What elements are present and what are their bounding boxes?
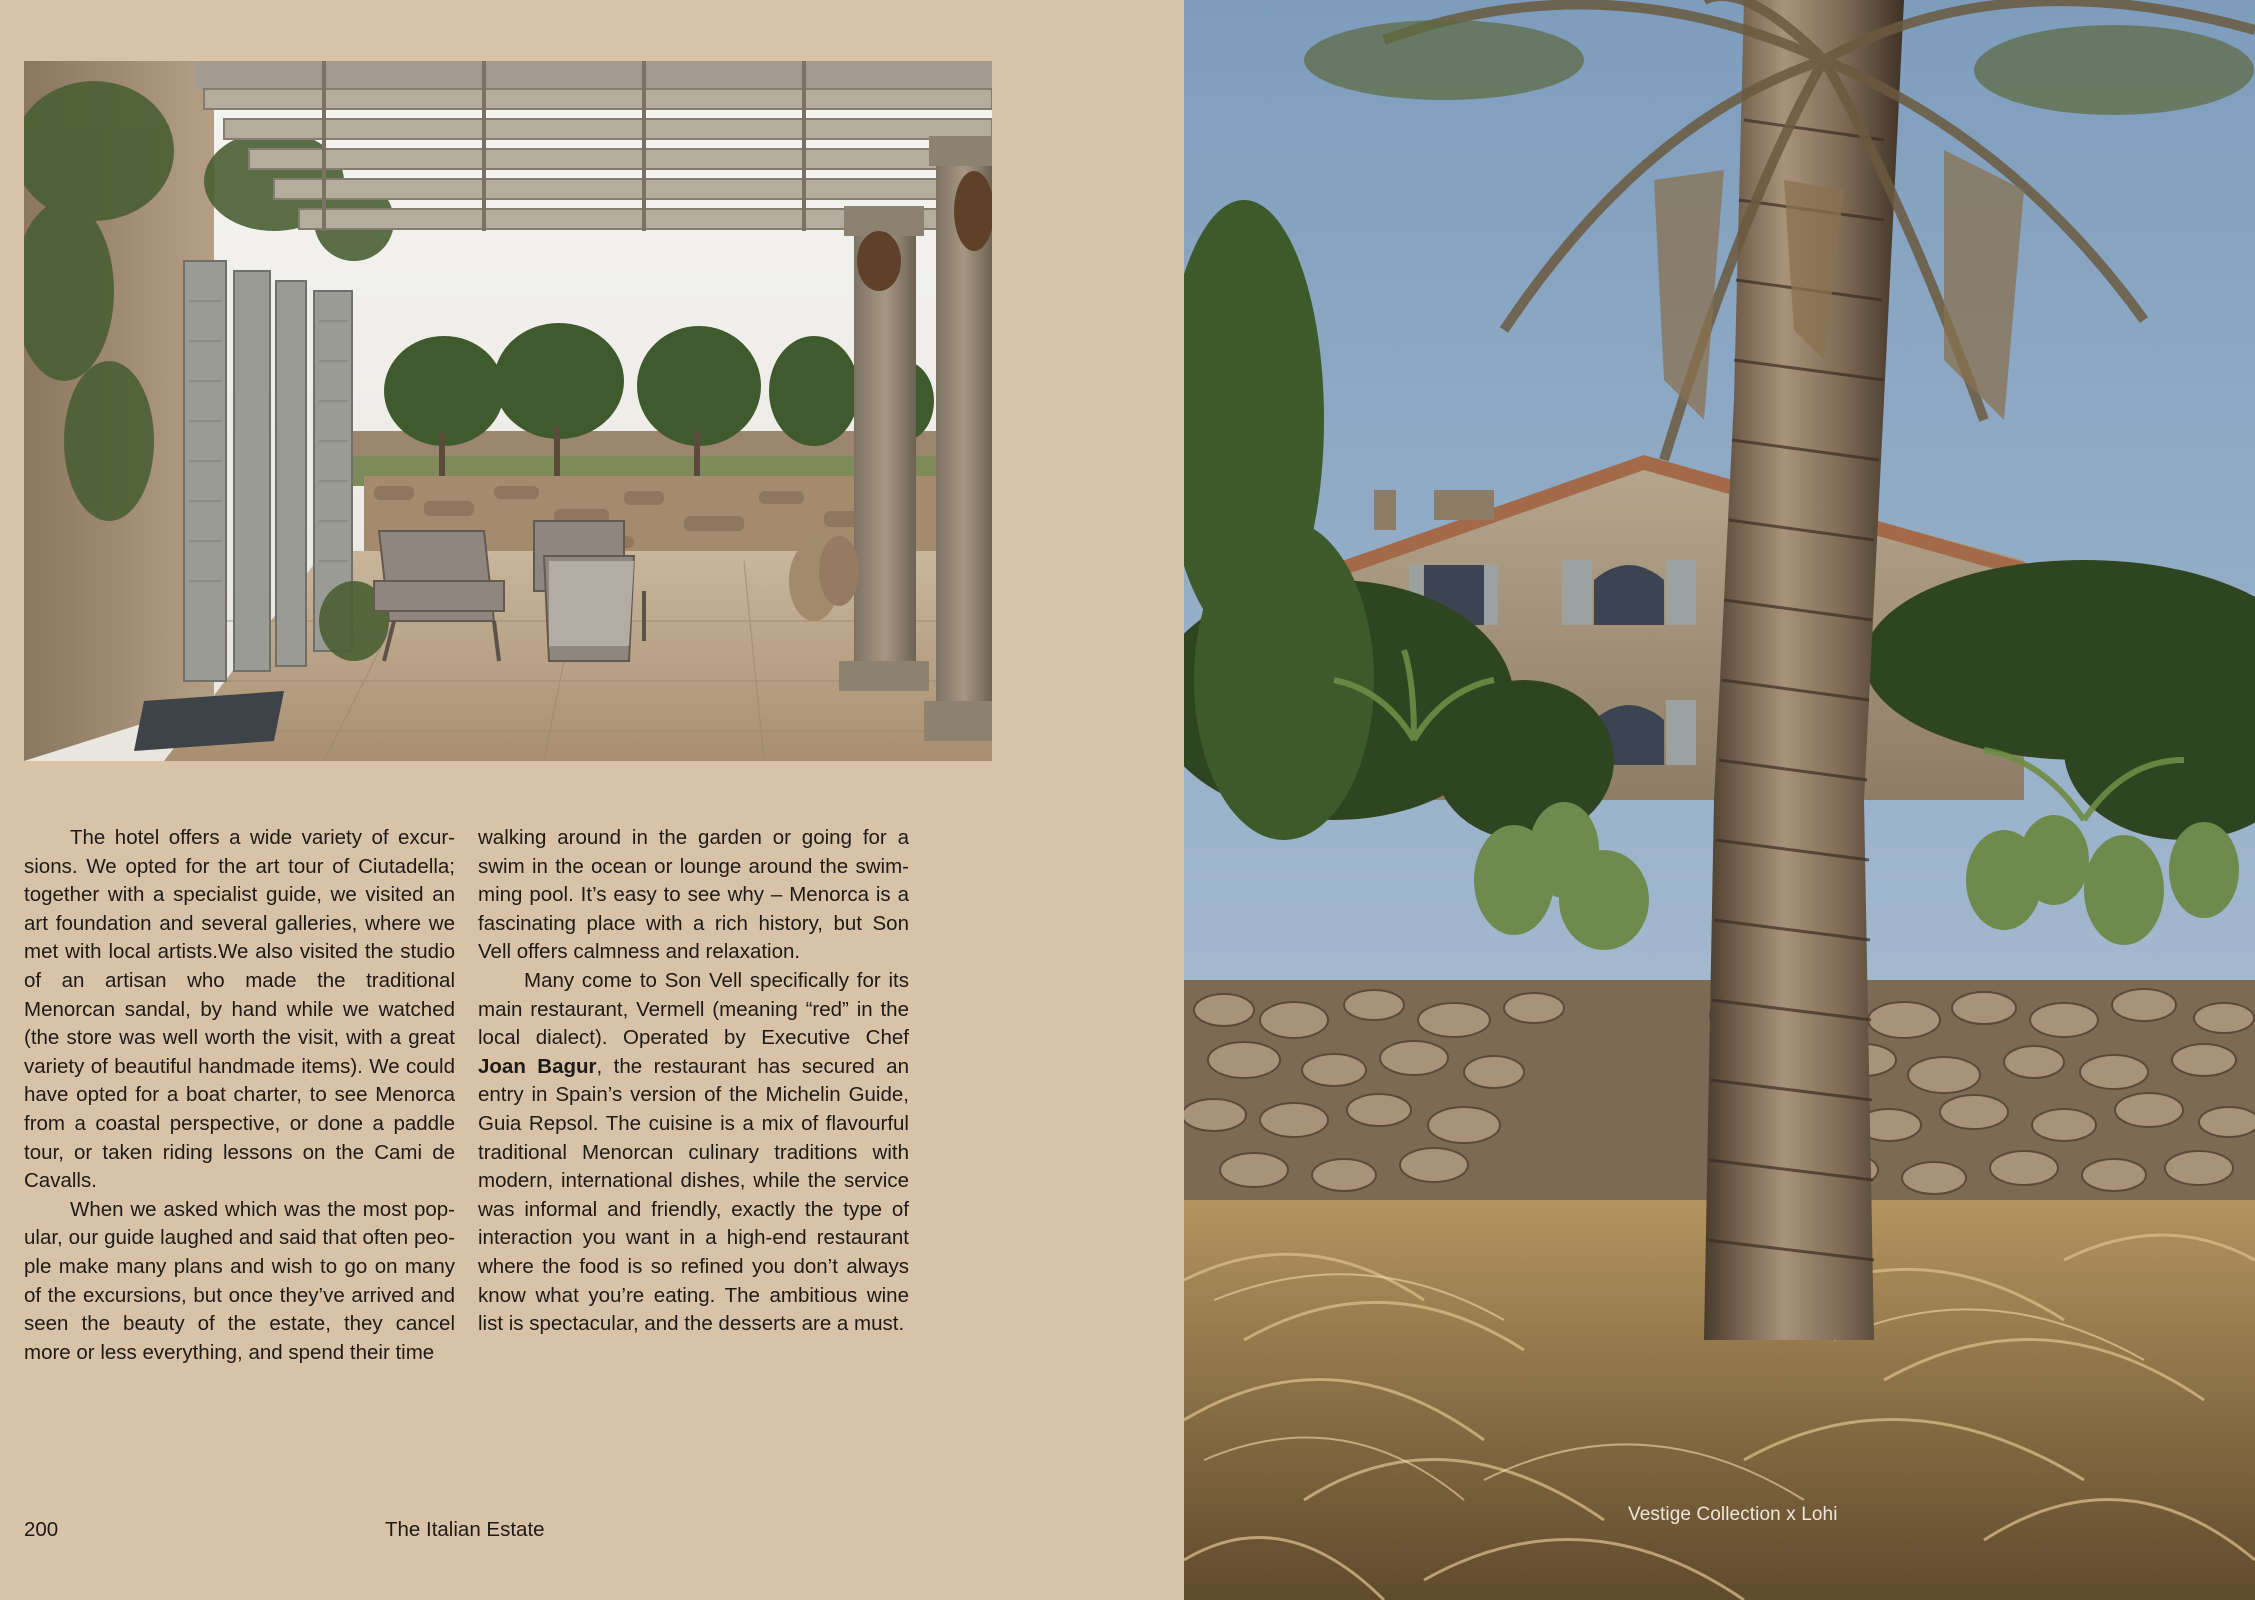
column-2-paragraph-1: walking around in the garden or going for a swim in the ocean or lounge around the swimming pool. It’s easy to see why – Menorca is a fascinating place with a rich history, but Son Vell offers calmness and relaxation. bbox=[478, 826, 909, 964]
column-2-paragraph-2 bbox=[478, 967, 909, 1339]
column-1-paragraph-2: When we asked which was the most popular, our guide laughed and said that often people make many plans and wish to go on many of the excursions, but once they’ve arrived and seen the beauty of the estate, they cancel more or less everything, and spend their time bbox=[24, 1197, 455, 1364]
body-text-column-1 bbox=[24, 824, 455, 1367]
photo-caption: Vestige Collection x Lohi bbox=[1628, 1504, 1838, 1525]
running-title: The Italian Estate bbox=[385, 1518, 545, 1541]
paragraph-text: , the restaurant has secured an entry in Spain’s version of the Michelin Guide, Guia Repsol. The cuisine is a mix of flavourful traditional Menorcan culinary traditions with modern, international dishes, while the service was informal and friendly, exactly the type of interaction you want in a high-end restaurant where the food is so refined you don’t always know what you’re eating. The ambitious wine list is spectacular, and the desserts are a must. bbox=[478, 1054, 909, 1336]
chef-name: Joan Bagur bbox=[478, 1054, 597, 1078]
body-text-column-2 bbox=[478, 824, 909, 1339]
paragraph-text: Many come to Son Vell specifically for its main restaurant, Vermell (meaning “red” in the local dialect). Operated by Executive Chef bbox=[478, 968, 909, 1050]
terrace-photo bbox=[24, 61, 992, 761]
page-number: 200 bbox=[24, 1518, 59, 1541]
column-1-paragraph-1: The hotel offers a wide variety of excursions. We opted for the art tour of Ciutadella; together with a specialist guide, we visited an art foundation and several galleries, where we met with local artists.We also visited the studio of an artisan who made the traditional Menorcan sandal, by hand while we watched (the store was well worth the visit, with a great variety of beautiful handmade items). We could have opted for a boat charter, to see Menorca from a coastal perspective, or done a paddle tour, or taken riding lessons on the Cami de Cavalls. bbox=[24, 826, 455, 1193]
palm-tree-photo bbox=[1184, 0, 2255, 1600]
